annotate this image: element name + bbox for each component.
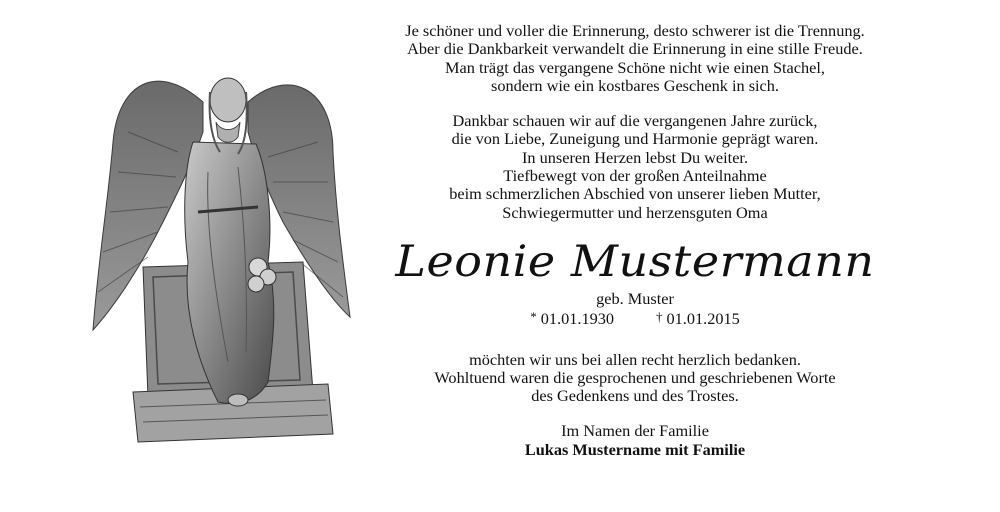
paragraph-spacer [335,95,935,112]
thanks-line: Schwiegermutter und herzensguten Oma [502,202,768,222]
closing-line: möchten wir uns bei allen recht herzlich bedanken. [469,349,801,369]
death-date-group [656,310,740,329]
intro-line: Je schöner und voller die Erinnerung, desto schwerer ist die Trennung. [405,21,865,40]
death-date: 01.01.2015 [666,309,740,329]
life-dates [335,310,935,329]
intro-line: sondern wie ein kostbares Geschenk in sich. [490,75,779,95]
obituary-text [335,22,935,459]
closing-line: Wohltuend waren die gesprochenen und geschriebenen Worte [434,367,836,387]
signature-line: Im Namen der Familie [561,421,709,441]
paragraph-spacer [335,405,935,422]
birth-date-group [530,310,614,329]
thanks-line: beim schmerzlichen Abschied von unserer lieben Mutter, [449,184,821,204]
thanks-line: die von Liebe, Zuneigung und Harmonie geprägt waren. [451,129,819,149]
birth-date: 01.01.1930 [540,309,614,329]
signature-family: Lukas Mustername mit Familie [524,439,746,459]
birth-name: geb. Muster [596,288,674,308]
intro-line: Man trägt das vergangene Schöne nicht wie einen Stachel, [445,57,825,77]
closing-line: des Gedenkens und des Trostes. [531,386,739,406]
thanks-line: Dankbar schauen wir auf die vergangenen Jahre zurück, [452,111,818,131]
paragraph-spacer [335,330,935,351]
intro-line: Aber die Dankbarkeit verwandelt die Erinnerung in eine stille Freude. [407,39,863,59]
thanks-line: In unseren Herzen lebst Du weiter. [521,147,749,167]
thanks-line: Tiefbewegt von der großen Anteilnahme [503,166,767,186]
deceased-name: Leonie Mustermann [395,236,875,287]
birth-star-icon: * [530,309,537,325]
death-cross-icon: † [656,309,663,325]
